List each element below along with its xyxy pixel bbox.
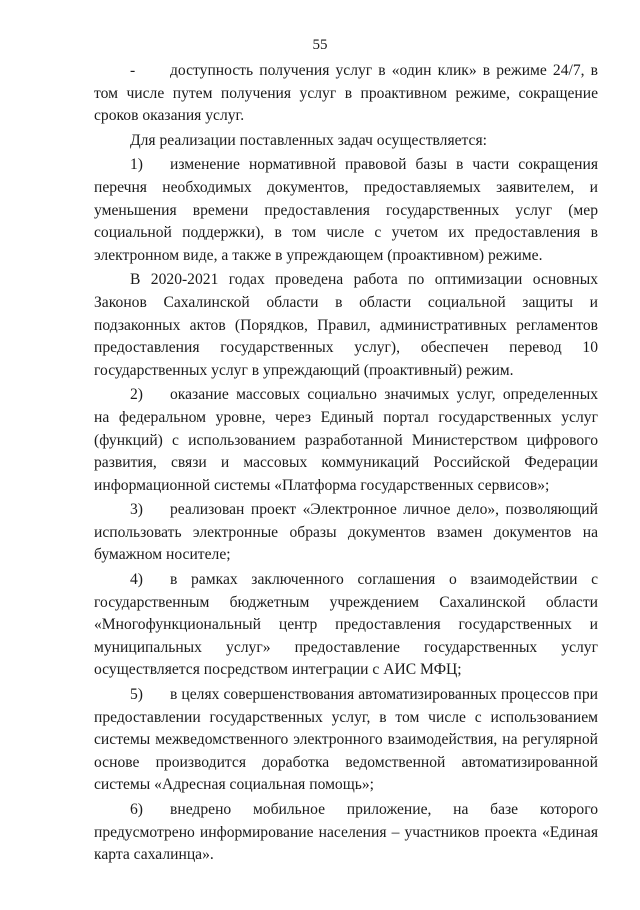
paragraph-marker: 5) <box>130 686 143 704</box>
paragraph-text: внедрено мобильное приложение, на базе которого предусмотрено информирование населения – участников проекта «Единая карта сахалинца». <box>94 801 598 864</box>
paragraph-item-5 <box>94 684 598 797</box>
paragraph-marker: 4) <box>130 571 143 589</box>
paragraph-text: В 2020-2021 годах проведена работа по оптимизации основных Законов Сахалинской области в области социальной защиты и подзаконных актов (Порядков, Правил, административных регламентов предоставления государственных услуг), обеспечен перевод 10 государственных услуг в упреждающий (проактивный) режим. <box>94 271 598 379</box>
paragraph-2020-2021 <box>94 269 598 382</box>
paragraph-marker: - <box>130 62 136 79</box>
paragraph-text: изменение нормативной правовой базы в части сокращения перечня необходимых документов, предоставляемых заявителем, и уменьшения времени предоставления государственных услуг (мер социальной поддержки), в том числе с учетом их предоставления в электронном виде, а также в упреждающем (проактивном) режиме. <box>94 156 598 264</box>
paragraph-marker: 1) <box>130 156 143 174</box>
paragraph-item-6 <box>94 799 598 867</box>
paragraph-item-1 <box>94 154 598 267</box>
paragraph-text: реализован проект «Электронное личное дело», позволяющий использовать электронные образы документов взамен документов на бумажном носителе; <box>94 501 598 564</box>
paragraph-text: Для реализации поставленных задач осуществляется: <box>130 131 487 149</box>
page-number: 55 <box>312 37 328 53</box>
paragraph-text: оказание массовых социально значимых услуг, определенных на федеральном уровне, через Единый портал государственных услуг (функций) с использованием разработанной Министерством цифрового развития, связи и массовых коммуникаций Российской Федерации информационной системы «Платформа государственных сервисов»; <box>94 386 598 494</box>
paragraph-text: доступность получения услуг в «один клик» в режиме 24/7, в том числе путем получения услуг в проактивном режиме, сокращение сроков оказания услуг. <box>94 62 598 125</box>
paragraph-marker: 3) <box>130 501 143 519</box>
paragraph-item-2 <box>94 384 598 497</box>
paragraph-item-3 <box>94 499 598 567</box>
paragraph-marker: 2) <box>130 386 143 404</box>
paragraph-marker: 6) <box>130 801 143 818</box>
paragraph-text: в целях совершенствования автоматизированных процессов при предоставлении государственных услуг, в том числе с использованием системы межведомственного электронного взаимодействия, на регулярной основе производится доработка ведомственной автоматизированной системы «Адресная социальная помощь»; <box>94 686 598 794</box>
paragraph-item-4 <box>94 569 598 682</box>
paragraph-text: в рамках заключенного соглашения о взаимодействии с государственным бюджетным учреждением Сахалинской области «Многофункциональный центр предоставления государственных и муниципальных услуг» предоставление государственных услуг осуществляется посредством интеграции с АИС МФЦ; <box>94 571 598 679</box>
paragraph-tasks-intro <box>94 130 598 153</box>
paragraph-bullet-availability <box>94 60 598 128</box>
document-body <box>94 60 598 867</box>
